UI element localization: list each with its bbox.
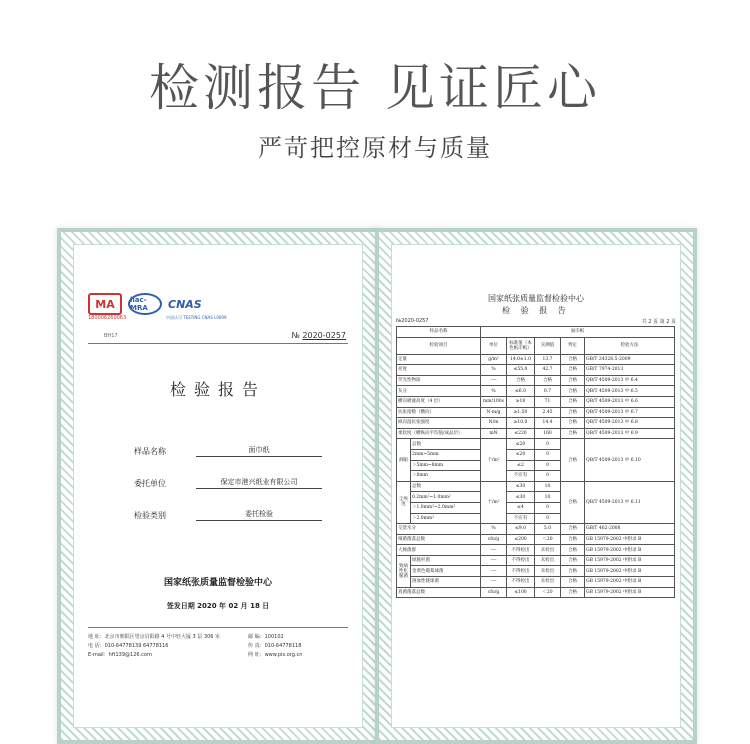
row-judgement: 合格 [561, 396, 585, 407]
row-standard: ≤220 [507, 428, 535, 439]
row-item: 定量 [397, 354, 481, 365]
results-table [396, 326, 675, 598]
row-standard: 合格 [507, 375, 535, 386]
row-measured: 2.45 [535, 407, 561, 418]
sample-name-value: 面巾纸 [481, 327, 675, 338]
field-sample-name [134, 445, 322, 457]
row-item: 横向吸液高度（4 层） [397, 396, 481, 407]
row-method: QB/T 4509-2013 中 6.8 [585, 418, 675, 429]
table-row [397, 439, 675, 450]
row-item: ＞2.0mm² [411, 513, 481, 524]
field-value: 面巾纸 [196, 445, 322, 457]
divider [88, 343, 348, 344]
row-judgement: 合格 [561, 428, 585, 439]
row-unit: ---- [481, 375, 507, 386]
row-method: QB/T 4509-2013 中 6.7 [585, 407, 675, 418]
header-item: 检验项目 [397, 337, 481, 354]
table-row [397, 375, 675, 386]
table-row [397, 587, 675, 598]
table-row [397, 534, 675, 545]
row-item: 大肠菌群 [397, 545, 481, 556]
row-method: GB 15979-2002 中附录 B [585, 555, 675, 566]
row-judgement: 合格 [561, 439, 585, 481]
table-row [397, 354, 675, 365]
row-judgement: 合格 [561, 545, 585, 556]
row-item: 纵向湿抗张强度 [397, 418, 481, 429]
row-method: GB/T 24328.5-2009 [585, 354, 675, 365]
row-unit: g/m² [481, 354, 507, 365]
row-item: 2mm~5mm [411, 449, 481, 460]
row-measured: 0 [535, 439, 561, 450]
contact-footer [88, 633, 348, 660]
row-unit: cfu/g [481, 587, 507, 598]
ma-number: 180006260063 [88, 315, 127, 321]
footer-web: 网 址：www.pis.org.cn [248, 652, 303, 658]
table-row [397, 555, 675, 566]
row-item: 总数 [411, 481, 481, 492]
row-unit: N/m [481, 418, 507, 429]
footer-postcode: 邮 编：100102 [248, 634, 284, 640]
field-inspection-type [134, 509, 322, 521]
row-standard: ≤30 [507, 481, 535, 492]
header-measured: 实测值 [535, 337, 561, 354]
report-title: 检验报告 [169, 380, 266, 399]
row-item: 真菌菌落总数 [397, 587, 481, 598]
table-row [397, 386, 675, 397]
row-method: GB/T 7974-2013 [585, 365, 675, 376]
row-measured: 未检出 [535, 555, 561, 566]
table-row [397, 524, 675, 535]
row-method: GB 15979-2002 中附录 B [585, 534, 675, 545]
row-method: GB 15979-2002 中附录 B [585, 545, 675, 556]
row-judgement: 合格 [561, 577, 585, 588]
row-standard: ≥18 [507, 396, 535, 407]
cnas-subtext: 中国认可 TESTING CNAS L0699 [166, 315, 227, 320]
certificate-cover-body [73, 244, 363, 728]
row-judgement: 合格 [561, 534, 585, 545]
row-unit: 个/m² [481, 481, 507, 523]
row-method: QB/T 4509-2013 中 6.9 [585, 428, 675, 439]
field-label: 样品名称 [134, 447, 166, 456]
row-judgement: 合格 [561, 418, 585, 429]
row-measured: 未检出 [535, 545, 561, 556]
footer-fax: 传 真：010-64778118 [248, 643, 302, 649]
row-item: 总数 [411, 439, 481, 450]
row-measured: 未检出 [535, 566, 561, 577]
row-item: 金黄色葡萄球菌 [411, 566, 481, 577]
row-standard: ≤100 [507, 587, 535, 598]
row-standard: 不得检出 [507, 566, 535, 577]
issuing-center: 国家纸张质量监督检验中心 [163, 578, 272, 588]
row-standard: ≤20 [507, 449, 535, 460]
row-unit: mm/100s [481, 396, 507, 407]
row-judgement: 合格 [561, 555, 585, 566]
table-row [397, 545, 675, 556]
ma-logo: MA [88, 293, 122, 315]
row-method: GB/T 462-2008 [585, 524, 675, 535]
row-measured: 合格 [535, 375, 561, 386]
row-unit: % [481, 524, 507, 535]
results-meta [396, 318, 676, 324]
row-method: GB 15979-2002 中附录 B [585, 577, 675, 588]
row-measured: 0 [535, 471, 561, 482]
row-method: QB/T 4509-2013 中 6.6 [585, 396, 675, 407]
certificate-results-body [391, 244, 681, 728]
sample-name-label: 样品名称 [397, 327, 481, 338]
table-row [397, 481, 675, 492]
footer-phone: 电 话：010-64778139 64778116 [88, 643, 169, 649]
row-item: 交货水分 [397, 524, 481, 535]
row-measured: 14.4 [535, 418, 561, 429]
row-unit: ---- [481, 566, 507, 577]
row-measured: 5.0 [535, 524, 561, 535]
table-row [397, 365, 675, 376]
row-item: ＞1.0mm²~2.0mm² [411, 502, 481, 513]
row-measured: 10 [535, 492, 561, 503]
field-label: 检验类别 [134, 511, 166, 520]
certificate-cover [57, 228, 379, 744]
row-judgement: 合格 [561, 481, 585, 523]
row-judgement: 合格 [561, 566, 585, 577]
pathogen-group-label: 致病性化脓菌 [397, 555, 411, 587]
table-row [397, 407, 675, 418]
footer-address: 地 址：北京市朝阳区望京启阳路 4 号中轻大厦 3 层 306 室 [88, 634, 221, 640]
row-method: QB/T 4509-2013 中 6.11 [585, 481, 675, 523]
page-subheadline: 严苛把控原材与质量 [258, 134, 492, 162]
row-judgement: 合格 [561, 375, 585, 386]
row-standard: ≤9.0 [507, 524, 535, 535]
page-headline: 检测报告 见证匠心 [149, 59, 601, 117]
row-unit: N·m/g [481, 407, 507, 418]
row-method: GB 15979-2002 中附录 B [585, 566, 675, 577]
row-measured: 42.7 [535, 365, 561, 376]
row-method: QB/T 4509-2013 中 6.4 [585, 375, 675, 386]
row-item: 荧光性物质 [397, 375, 481, 386]
row-judgement: 合格 [561, 354, 585, 365]
row-measured: 0 [535, 449, 561, 460]
row-measured: 10 [535, 481, 561, 492]
row-measured: ＜20 [535, 587, 561, 598]
cnas-logo: CNAS [168, 297, 202, 311]
results-report-ref: №2020-0257 [396, 318, 429, 324]
row-standard: ≤30 [507, 492, 535, 503]
row-standard: ≤2 [507, 460, 535, 471]
row-unit: % [481, 365, 507, 376]
field-client [134, 477, 322, 489]
row-item: ＞5mm~8mm [411, 460, 481, 471]
row-standard: 不应有 [507, 513, 535, 524]
table-row [397, 428, 675, 439]
field-label: 委托单位 [134, 479, 166, 488]
row-unit: ---- [481, 545, 507, 556]
field-value: 委托检验 [196, 509, 322, 521]
row-method: QB/T 4509-2013 中 6.5 [585, 386, 675, 397]
row-standard: 不应有 [507, 471, 535, 482]
row-item: ＞8mm [411, 471, 481, 482]
dust-group-label: 尘埃度 [397, 481, 411, 523]
row-standard: ≥10.0 [507, 418, 535, 429]
issue-date: 签发日期 2020 年 02 月 18 日 [166, 602, 270, 610]
row-judgement: 合格 [561, 386, 585, 397]
row-measured: 13.7 [535, 354, 561, 365]
dirt-group-label: 洞眼 [397, 439, 411, 481]
row-measured: 0 [535, 513, 561, 524]
row-method: GB 15979-2002 中附录 B [585, 587, 675, 598]
header-method: 检验方法 [585, 337, 675, 354]
row-judgement: 合格 [561, 587, 585, 598]
row-item: 灰分 [397, 386, 481, 397]
row-unit: ---- [481, 555, 507, 566]
row-unit: cfu/g [481, 534, 507, 545]
small-code: BH17 [104, 333, 118, 339]
row-measured: ＜20 [535, 534, 561, 545]
row-measured: 160 [535, 428, 561, 439]
row-judgement: 合格 [561, 524, 585, 535]
ilac-logo: ilac-MRA [128, 293, 162, 315]
row-standard: ≤55.0 [507, 365, 535, 376]
header-standard: 标准值（本色纸巾纸） [507, 337, 535, 354]
row-unit: ---- [481, 577, 507, 588]
report-prefix: № [291, 331, 300, 340]
row-unit: % [481, 386, 507, 397]
row-standard: ≤6.0 [507, 386, 535, 397]
report-number [292, 331, 346, 340]
row-item: 细菌菌落总数 [397, 534, 481, 545]
row-item: 亮度 [397, 365, 481, 376]
row-judgement: 合格 [561, 407, 585, 418]
row-standard: ≤4 [507, 502, 535, 513]
row-standard: ≤20 [507, 439, 535, 450]
table-row [397, 577, 675, 588]
row-unit: 个/m² [481, 439, 507, 481]
field-value: 保定市港兴纸业有限公司 [196, 477, 322, 489]
row-measured: 0 [535, 460, 561, 471]
certificate-results [375, 228, 697, 744]
row-method: QB/T 4509-2013 中 6.10 [585, 439, 675, 481]
row-item: 绿脓杆菌 [411, 555, 481, 566]
row-measured: 0 [535, 502, 561, 513]
row-unit: mN [481, 428, 507, 439]
row-standard: 不得检出 [507, 555, 535, 566]
row-standard: 不得检出 [507, 545, 535, 556]
table-row [397, 566, 675, 577]
results-title [392, 293, 680, 317]
accreditation-logos [88, 293, 202, 315]
row-standard: ≥1.50 [507, 407, 535, 418]
row-standard: 不得检出 [507, 577, 535, 588]
results-report-title: 检 验 报 告 [502, 306, 570, 315]
report-number-value: 2020-0257 [302, 331, 346, 340]
row-standard: 14.0±1.0 [507, 354, 535, 365]
row-measured: 0.7 [535, 386, 561, 397]
row-measured: 71 [535, 396, 561, 407]
table-row [397, 396, 675, 407]
row-item: 0.2mm²~1.0mm² [411, 492, 481, 503]
footer-col2 [248, 633, 302, 660]
results-page: 共 2 页 第 2 页 [641, 319, 676, 325]
table-row [397, 418, 675, 429]
row-item: 柔软度（横纵向平均值/成品层） [397, 428, 481, 439]
header-judgement: 判定 [561, 337, 585, 354]
row-item: 抗张指数（横向） [397, 407, 481, 418]
footer-email: E-mail：hft139@126.com [88, 652, 152, 658]
divider [88, 627, 348, 628]
row-measured: 未检出 [535, 577, 561, 588]
row-judgement: 合格 [561, 365, 585, 376]
results-center-name: 国家纸张质量监督检验中心 [488, 294, 584, 303]
row-item: 溶血性链球菌 [411, 577, 481, 588]
header-unit: 单位 [481, 337, 507, 354]
row-standard: ≤200 [507, 534, 535, 545]
